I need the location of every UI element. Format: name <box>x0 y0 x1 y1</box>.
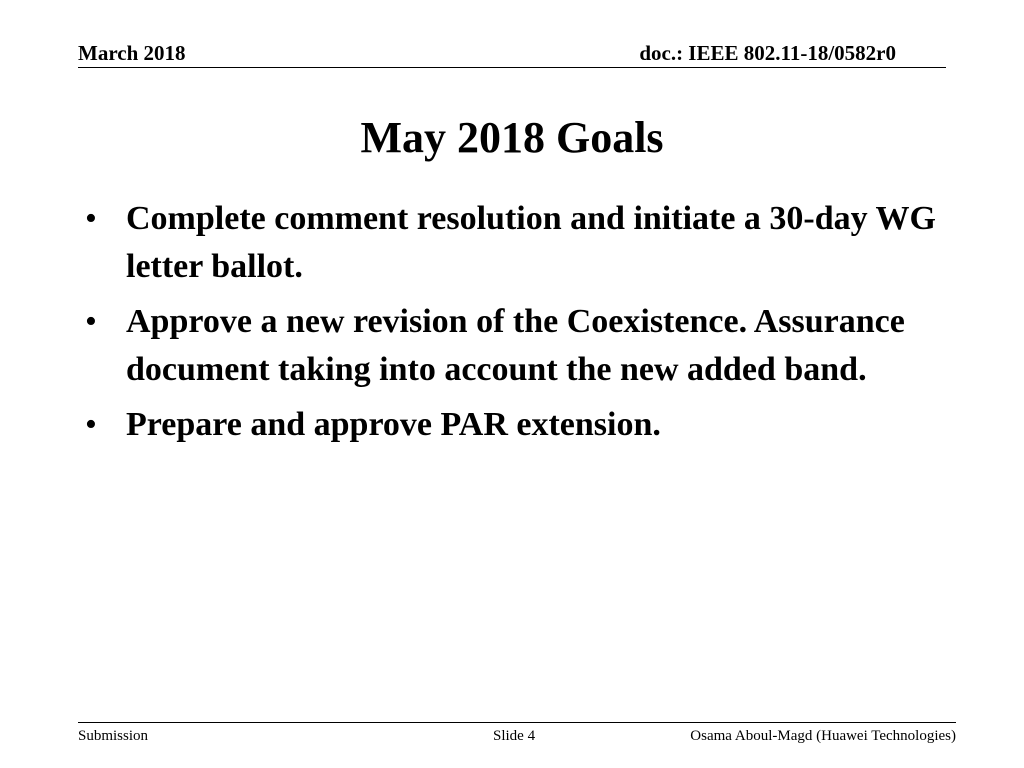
footer-submission: Submission <box>78 728 149 744</box>
bullet-list <box>85 195 965 456</box>
header-date: March 2018 <box>78 41 186 65</box>
bullet-item <box>85 195 965 291</box>
header-divider <box>78 67 946 68</box>
header-doc-id: doc.: IEEE 802.11-18/0582r0 <box>639 41 896 65</box>
bullet-item <box>85 401 965 449</box>
footer-divider <box>78 722 956 723</box>
bullet-icon: • <box>85 200 97 237</box>
bullet-text: Prepare and approve PAR extension. <box>126 406 661 443</box>
bullet-text: Complete comment resolution and initiate a 30-day WG letter ballot. <box>126 200 936 285</box>
bullet-icon: • <box>85 406 97 443</box>
footer-slide-number: Slide 4 <box>493 728 536 744</box>
footer-author: Osama Aboul-Magd (Huawei Technologies) <box>690 728 956 744</box>
bullet-item <box>85 298 965 394</box>
bullet-icon: • <box>85 303 97 340</box>
slide-title: May 2018 Goals <box>360 113 664 162</box>
bullet-text: Approve a new revision of the Coexistence. Assurance document taking into account the new added band. <box>126 303 905 388</box>
